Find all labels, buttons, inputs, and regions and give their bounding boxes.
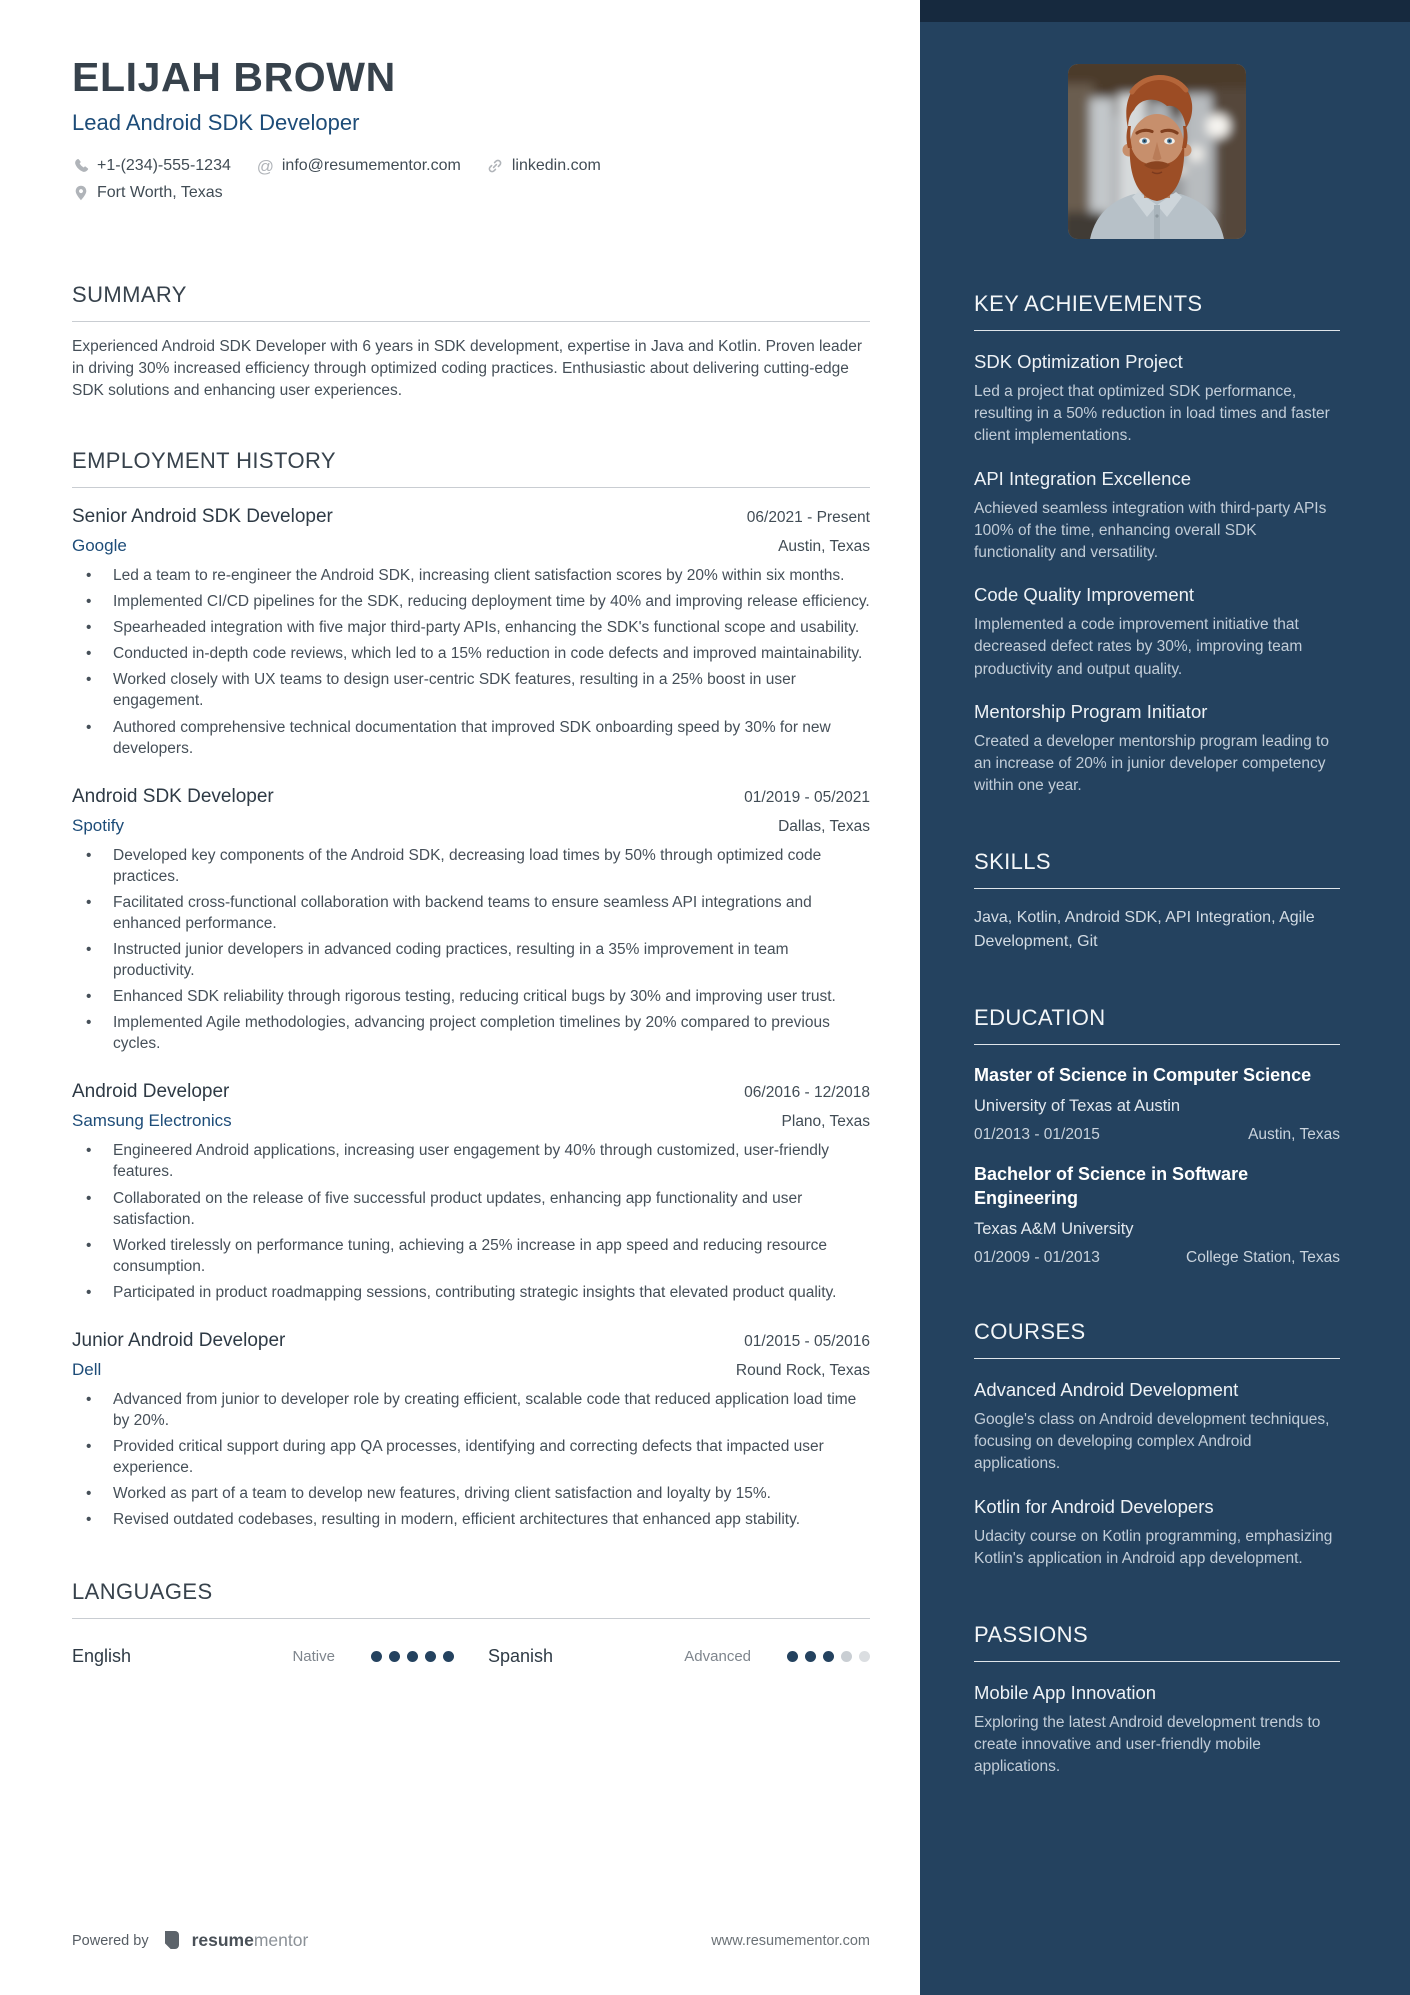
job-subhead [72, 1360, 870, 1380]
course-title: Advanced Android Development [974, 1378, 1239, 1400]
passions-heading: PASSIONS [974, 1622, 1340, 1662]
job-bullet: • Advanced from junior to developer role by creating efficient, scalable code that reduced application load time by 20%. [72, 1389, 870, 1431]
job-bullets [72, 1140, 870, 1303]
passion-item [974, 1681, 1340, 1779]
course-item [974, 1378, 1340, 1476]
language-level: Advanced [684, 1648, 751, 1666]
job-entry [72, 1081, 870, 1303]
job-bullet: • Collaborated on the release of five successful product updates, enhancing app functionality and user satisfaction. [72, 1188, 870, 1230]
employment-heading: EMPLOYMENT HISTORY [72, 448, 870, 488]
employment-section [72, 448, 870, 1535]
education-degree: Bachelor of Science in Software Engineering [974, 1164, 1249, 1208]
job-location: Austin, Texas [778, 538, 870, 556]
course-title: Kotlin for Android Developers [974, 1495, 1214, 1517]
passion-title: Mobile App Innovation [974, 1681, 1157, 1703]
job-dates: 01/2015 - 05/2016 [744, 1332, 870, 1350]
education-heading: EDUCATION [974, 1005, 1340, 1045]
achievement-list [974, 350, 1340, 797]
course-item [974, 1495, 1340, 1570]
dot-filled [805, 1651, 816, 1662]
job-location: Round Rock, Texas [735, 1361, 870, 1379]
contact-location [72, 184, 223, 202]
job-bullet: • Worked tirelessly on performance tuning, achieving a 25% increase in app speed and reducing resource consumption. [72, 1235, 870, 1277]
education-meta [974, 1249, 1340, 1267]
dot-filled [823, 1651, 834, 1662]
bookmark-logo-icon [160, 1930, 181, 1951]
achievement-title: API Integration Excellence [974, 467, 1191, 489]
contact-website[interactable] [487, 157, 601, 175]
dot-filled [371, 1651, 382, 1662]
education-meta [974, 1126, 1340, 1144]
brand-wordmark[interactable]: resume mentor [191, 1930, 309, 1950]
job-subhead [72, 816, 870, 836]
job-subhead [72, 1111, 870, 1131]
dot-empty [841, 1651, 852, 1662]
job-bullets [72, 565, 870, 759]
job-head [72, 1081, 870, 1103]
passions-section [974, 1622, 1340, 1779]
summary-text: Experienced Android SDK Developer with 6 years in SDK development, expertise in Java and Kotlin. Proven leader in driving 30% increased efficiency through optimized coding practices. Enthusiastic about delivering cutting-edge SDK solutions and enhancing user experiences. [72, 338, 863, 400]
job-head [72, 506, 870, 528]
achievement-text: Created a developer mentorship program leading to an increase of 20% in junior developer competency within one year. [974, 732, 1329, 795]
job-bullet: • Developed key components of the Android SDK, decreasing load times by 50% through optimized code practices. [72, 845, 870, 887]
dot-filled [389, 1651, 400, 1662]
course-text: Udacity course on Kotlin programming, emphasizing Kotlin's application in Android app development. [974, 1527, 1333, 1567]
job-bullet: • Implemented Agile methodologies, advancing project completion timelines by 20% compared to previous cycles. [72, 1012, 870, 1054]
dot-empty [859, 1651, 870, 1662]
job-entry [72, 506, 870, 759]
language-rating-dots [371, 1651, 454, 1662]
achievement-item [974, 583, 1340, 681]
dot-filled [787, 1651, 798, 1662]
achievement-item [974, 467, 1340, 565]
job-bullet: • Led a team to re-engineer the Android SDK, increasing client satisfaction scores by 20% within six months. [72, 565, 870, 586]
achievement-text: Achieved seamless integration with third-party APIs 100% of the time, enhancing overall SDK functionality and versatility. [974, 499, 1327, 562]
courses-heading: COURSES [974, 1319, 1340, 1359]
education-dates: 01/2013 - 01/2015 [974, 1126, 1100, 1144]
job-company: Spotify [72, 815, 124, 835]
achievement-text: Led a project that optimized SDK performance, resulting in a 50% reduction in load times and faster client implementations. [974, 383, 1330, 445]
job-bullet: • Provided critical support during app QA processes, identifying and correcting defects that impacted user experience. [72, 1436, 870, 1478]
education-school: University of Texas at Austin [974, 1097, 1181, 1116]
education-section [974, 1005, 1340, 1267]
job-bullets [72, 1389, 870, 1530]
education-school: Texas A&M University [974, 1219, 1134, 1238]
dot-filled [443, 1651, 454, 1662]
education-location: Austin, Texas [1248, 1126, 1340, 1144]
location-pin-icon [72, 185, 89, 202]
contact-location-text: Fort Worth, Texas [97, 184, 223, 202]
achievement-item [974, 700, 1340, 798]
job-bullet: • Worked closely with UX teams to design user-centric SDK features, resulting in a 25% boost in user engagement. [72, 669, 870, 711]
key-achievements-section [974, 291, 1340, 797]
job-dates: 06/2021 - Present [746, 509, 870, 527]
job-dates: 01/2019 - 05/2021 [744, 788, 870, 806]
job-bullet: • Worked as part of a team to develop new features, driving client satisfaction and loyalty by 15%. [72, 1483, 870, 1504]
passion-list [974, 1681, 1340, 1779]
language-spanish [486, 1646, 870, 1667]
skills-heading: SKILLS [974, 849, 1340, 889]
language-name: Spanish [488, 1646, 554, 1667]
job-subhead [72, 536, 870, 556]
achievement-title: Mentorship Program Initiator [974, 700, 1208, 722]
language-level: Native [292, 1648, 335, 1666]
education-item [974, 1064, 1340, 1144]
languages-heading: LANGUAGES [72, 1579, 870, 1619]
photo-wrap [974, 42, 1340, 239]
job-bullet: • Instructed junior developers in advanced coding practices, resulting in a 35% improvement in team productivity. [72, 939, 870, 981]
contact-website-text: linkedin.com [511, 157, 601, 175]
job-bullets [72, 845, 870, 1055]
person-title: Lead Android SDK Developer [72, 110, 360, 136]
achievement-title: Code Quality Improvement [974, 584, 1195, 606]
achievement-title: SDK Optimization Project [974, 351, 1183, 372]
skills-section [974, 849, 1340, 952]
languages-section [72, 1579, 870, 1667]
course-text: Google's class on Android development techniques, focusing on developing complex Android applications. [974, 1411, 1330, 1473]
contact-phone-text: +1-(234)-555-1234 [97, 157, 231, 175]
job-bullet: • Authored comprehensive technical documentation that improved SDK onboarding speed by 30% for new developers. [72, 717, 870, 759]
job-title: Junior Android Developer [72, 1329, 286, 1351]
job-dates: 06/2016 - 12/2018 [744, 1084, 870, 1102]
course-list [974, 1378, 1340, 1570]
job-title: Android SDK Developer [72, 785, 274, 807]
job-entry [72, 1330, 870, 1530]
job-bullet: • Revised outdated codebases, resulting in modern, efficient architectures that enhanced app stability. [72, 1509, 870, 1530]
sidebar-top-strip [920, 0, 1410, 22]
job-bullet: • Participated in product roadmapping sessions, contributing strategic insights that elevated product quality. [72, 1282, 870, 1303]
at-icon: @ [256, 156, 275, 176]
powered-by-label: Powered by [72, 1932, 149, 1949]
person-name: ELIJAH BROWN [72, 54, 396, 100]
job-bullet: • Spearheaded integration with five major third-party APIs, enhancing the SDK's functional scope and usability. [72, 617, 870, 638]
job-bullet: • Implemented CI/CD pipelines for the SDK, reducing deployment time by 40% and improving release efficiency. [72, 591, 870, 612]
footer [72, 1930, 870, 1951]
achievement-item [974, 350, 1340, 448]
education-degree: Master of Science in Computer Science [974, 1064, 1312, 1085]
job-bullet: • Engineered Android applications, increasing user engagement by 40% through customized, user-friendly features. [72, 1140, 870, 1182]
job-title: Senior Android SDK Developer [72, 506, 333, 528]
job-company: Dell [72, 1359, 102, 1379]
languages-row [72, 1646, 870, 1667]
job-title: Android Developer [72, 1081, 230, 1103]
education-location: College Station, Texas [1186, 1248, 1340, 1266]
job-location: Plano, Texas [781, 1113, 870, 1131]
summary-heading: SUMMARY [72, 282, 870, 322]
education-item [974, 1163, 1340, 1267]
contact-email-text: info@resumementor.com [281, 157, 461, 175]
courses-section [974, 1319, 1340, 1570]
job-head [72, 1330, 870, 1352]
contact-info [72, 157, 712, 202]
passion-text: Exploring the latest Android development trends to create innovative and user-friendly mobile applications. [974, 1714, 1321, 1776]
achievement-text: Implemented a code improvement initiative that decreased defect rates by 30%, improving team productivity and output quality. [974, 616, 1303, 678]
job-entry [72, 786, 870, 1055]
key-achievements-heading: KEY ACHIEVEMENTS [974, 291, 1340, 331]
job-bullet: • Facilitated cross-functional collaboration with backend teams to ensure seamless API integrations and enhanced performance. [72, 892, 870, 934]
summary-section [72, 282, 870, 402]
dot-filled [425, 1651, 436, 1662]
job-head [72, 786, 870, 808]
education-list [974, 1064, 1340, 1267]
language-rating-dots [787, 1651, 870, 1662]
job-bullet: • Conducted in-depth code reviews, which led to a 15% reduction in code defects and improved maintainability. [72, 643, 870, 664]
footer-website[interactable]: www.resumementor.com [711, 1932, 870, 1949]
job-location: Dallas, Texas [778, 817, 870, 835]
link-icon [487, 158, 504, 175]
education-dates: 01/2009 - 01/2013 [974, 1248, 1100, 1266]
language-english [72, 1646, 486, 1667]
sidebar [920, 0, 1410, 1995]
job-company: Samsung Electronics [72, 1111, 232, 1131]
powered-by [72, 1930, 308, 1951]
dot-filled [407, 1651, 418, 1662]
language-name: English [72, 1646, 132, 1667]
profile-photo [1068, 64, 1246, 239]
job-list [72, 506, 870, 1530]
contact-email[interactable] [257, 157, 461, 175]
contact-phone[interactable] [72, 157, 231, 175]
skills-text: Java, Kotlin, Android SDK, API Integration, Agile Development, Git [974, 909, 1315, 950]
job-company: Google [72, 536, 127, 556]
job-bullet: • Enhanced SDK reliability through rigorous testing, reducing critical bugs by 30% and improving user trust. [72, 986, 870, 1007]
phone-icon [72, 158, 89, 175]
